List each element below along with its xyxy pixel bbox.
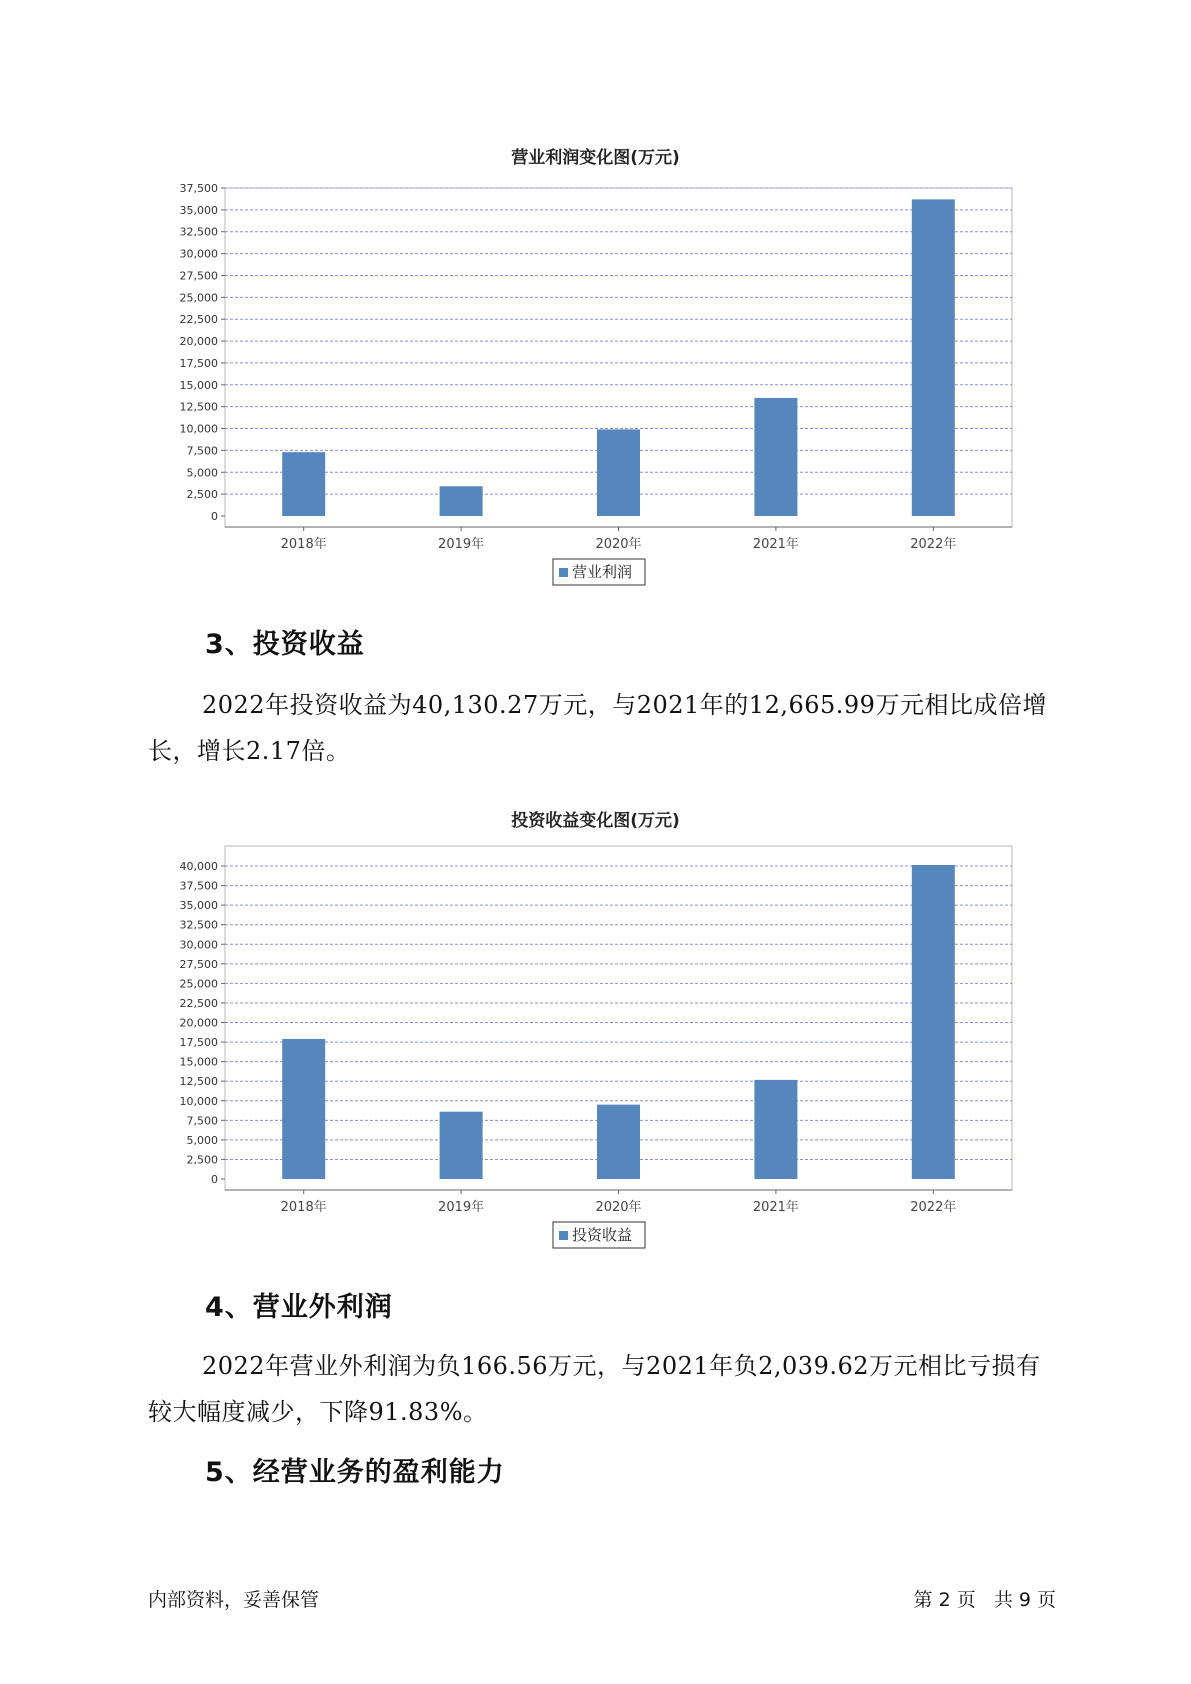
y-tick-label: 25,000 xyxy=(179,977,218,991)
y-tick-label: 32,500 xyxy=(179,918,218,932)
x-tick-label: 2021年 xyxy=(752,537,799,552)
y-tick-label: 20,000 xyxy=(179,1016,218,1030)
x-tick-label: 2022年 xyxy=(910,537,957,552)
bar xyxy=(912,865,955,1179)
x-tick-label: 2021年 xyxy=(752,1200,799,1215)
x-tick-label: 2022年 xyxy=(910,1200,957,1215)
x-tick-label: 2020年 xyxy=(595,1200,642,1215)
y-tick-label: 37,500 xyxy=(179,879,218,893)
y-tick-label: 0 xyxy=(211,1173,218,1186)
y-tick-label: 10,000 xyxy=(179,1094,218,1108)
y-tick-label: 12,500 xyxy=(179,1075,218,1089)
bar xyxy=(282,452,325,516)
bar xyxy=(754,398,797,516)
y-tick-label: 12,500 xyxy=(179,400,218,414)
operating-profit-chart xyxy=(0,160,1191,600)
legend-swatch xyxy=(559,1231,568,1240)
x-tick-label: 2018年 xyxy=(280,537,327,552)
footer-page-number: 第 2 页 共 9 页 xyxy=(913,1589,1056,1611)
y-tick-label: 2,500 xyxy=(186,1153,218,1167)
legend-swatch xyxy=(559,568,568,577)
y-tick-label: 27,500 xyxy=(179,957,218,971)
chart-title: 投资收益变化图(万元) xyxy=(511,811,680,831)
y-tick-label: 22,500 xyxy=(179,313,218,327)
y-tick-label: 40,000 xyxy=(179,860,218,873)
y-tick-label: 17,500 xyxy=(179,1036,218,1050)
y-tick-label: 5,000 xyxy=(186,1133,218,1147)
bar xyxy=(597,1105,640,1179)
chart-title: 营业利润变化图(万元) xyxy=(511,148,680,168)
y-tick-label: 7,500 xyxy=(186,1114,218,1128)
y-tick-label: 22,500 xyxy=(179,996,218,1010)
x-tick-label: 2019年 xyxy=(438,537,485,552)
bar xyxy=(440,486,483,516)
bar xyxy=(440,1112,483,1179)
y-tick-label: 30,000 xyxy=(179,938,218,952)
y-tick-label: 25,000 xyxy=(179,291,218,305)
x-tick-label: 2020年 xyxy=(595,537,642,552)
footer-confidential: 内部资料，妥善保管 xyxy=(148,1589,320,1611)
bar xyxy=(597,429,640,516)
section-heading: 5、经营业务的盈利能力 xyxy=(205,1457,505,1488)
bar xyxy=(282,1039,325,1179)
y-tick-label: 15,000 xyxy=(179,378,218,392)
x-tick-label: 2019年 xyxy=(438,1200,485,1215)
section-paragraph: 2022年营业外利润为负166.56万元，与2021年负2,039.62万元相比亏损有较大幅度减少，下降91.83%。 xyxy=(148,1352,1041,1426)
y-tick-label: 5,000 xyxy=(186,466,218,480)
y-tick-label: 35,000 xyxy=(179,899,218,913)
y-tick-label: 2,500 xyxy=(186,488,218,502)
y-tick-label: 0 xyxy=(211,510,218,523)
section-heading: 3、投资收益 xyxy=(205,629,365,660)
y-tick-label: 35,000 xyxy=(179,203,218,217)
bar xyxy=(912,199,955,516)
y-tick-label: 10,000 xyxy=(179,422,218,436)
bar xyxy=(754,1080,797,1179)
section-paragraph: 2022年投资收益为40,130.27万元，与2021年的12,665.99万元相比成倍增长，增长2.17倍。 xyxy=(148,691,1047,765)
y-tick-label: 17,500 xyxy=(179,356,218,370)
y-tick-label: 15,000 xyxy=(179,1055,218,1069)
y-tick-label: 27,500 xyxy=(179,269,218,283)
legend-label: 营业利润 xyxy=(572,563,633,581)
y-tick-label: 30,000 xyxy=(179,247,218,261)
y-tick-label: 32,500 xyxy=(179,225,218,239)
investment-income-chart xyxy=(0,820,1191,1260)
y-tick-label: 20,000 xyxy=(179,335,218,349)
legend-label: 投资收益 xyxy=(572,1226,633,1244)
y-tick-label: 7,500 xyxy=(186,444,218,458)
y-tick-label: 37,500 xyxy=(179,182,218,195)
x-tick-label: 2018年 xyxy=(280,1200,327,1215)
section-heading: 4、营业外利润 xyxy=(205,1292,393,1323)
